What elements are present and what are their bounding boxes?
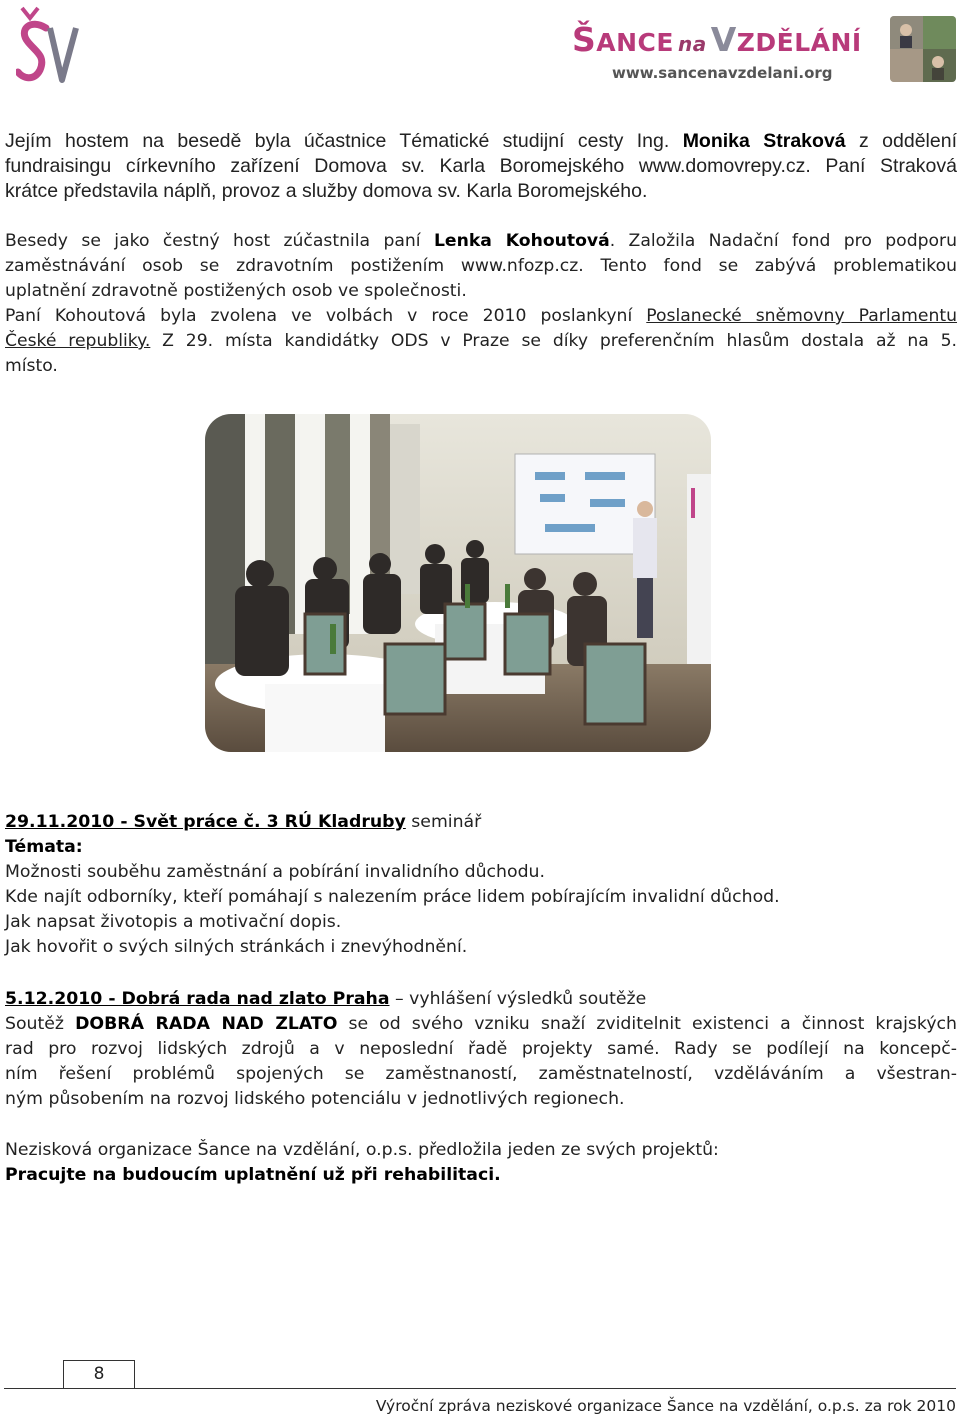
paragraph-guest-info <box>5 229 957 379</box>
seminar-photo <box>205 414 711 752</box>
section-competition <box>5 987 957 1112</box>
paragraph-line: ním řešení problémů spojených se zaměstnaností, zaměstnatelností, vzděláváním a všestran- <box>5 1064 957 1084</box>
footer-text: Výroční zpráva neziskové organizace Šance na vzdělání, o.p.s. za rok 2010 <box>375 1397 956 1415</box>
paragraph-line: uplatnění zdravotně postižených osob ve společnosti. <box>5 281 467 301</box>
brand-title: ŠANCE na VZDĚLÁNÍ <box>572 20 862 59</box>
topic-item: Jak napsat životopis a motivační dopis. <box>5 912 342 932</box>
page-number: 8 <box>93 1364 105 1384</box>
paragraph-line: ným působením na rozvoj lidského potenciálu v jednotlivých regionech. <box>5 1089 625 1109</box>
section-heading: 5.12.2010 - Dobrá rada nad zlato Praha – vyhlášení výsledků soutěže <box>5 989 647 1009</box>
section-heading: 29.11.2010 - Svět práce č. 3 RÚ Kladruby seminář <box>5 812 482 832</box>
paragraph-line: České republiky. Z 29. místa kandidátky ODS v Praze se díky preferenčním hlasům dostala až na 5. <box>5 331 957 351</box>
project-title: Pracujte na budoucím uplatnění už při rehabilitaci. <box>5 1165 501 1185</box>
paragraph-line: rad pro rozvoj lidských zdrojů a v neposlední řadě projekty samé. Rady se podílejí na koncepč- <box>5 1039 957 1059</box>
paragraph-line: krátce představila náplň, provoz a služby domova sv. Karla Boromejského. <box>5 180 648 202</box>
header-photo-collage <box>890 16 956 82</box>
paragraph-line: fundraisingu církevního zařízení Domova sv. Karla Boromejského www.domovrepy.cz. Paní Straková <box>5 155 957 177</box>
event-link[interactable]: 5.12.2010 - Dobrá rada nad zlato Praha <box>5 989 390 1009</box>
paragraph-host-info <box>5 129 957 204</box>
parliament-link[interactable]: Poslanecké sněmovny Parlamentu <box>646 306 958 326</box>
topic-item: Jak hovořit o svých silných stránkách i znevýhodnění. <box>5 937 468 957</box>
paragraph-line: Jejím hostem na besedě byla účastnice Tématické studijní cesty Ing. Monika Straková z oddělení <box>5 130 957 152</box>
paragraph-line: zaměstnávání osob se zdravotním postižením www.nfozp.cz. Tento fond se zabývá problematikou <box>5 256 957 276</box>
topic-item: Kde najít odborníky, kteří pomáhají s nalezením práce lidem pobírajícím invalidní důchod. <box>5 887 780 907</box>
topics-label: Témata: <box>5 837 83 857</box>
paragraph-line: Besedy se jako čestný host zúčastnila paní Lenka Kohoutová. Založila Nadační fond pro podporu <box>5 231 957 251</box>
paragraph-line: Paní Kohoutová byla zvolena ve volbách v roce 2010 poslankyní Poslanecké sněmovny Parlamentu <box>5 306 958 326</box>
brand-url: www.sancenavzdelani.org <box>612 64 833 82</box>
section-seminar <box>5 810 957 960</box>
paragraph-line: místo. <box>5 356 58 376</box>
event-link[interactable]: 29.11.2010 - Svět práce č. 3 RÚ Kladruby <box>5 812 406 832</box>
footer-divider <box>4 1388 956 1389</box>
topic-item: Možnosti souběhu zaměstnání a pobírání invalidního důchodu. <box>5 862 545 882</box>
paragraph-line: Soutěž DOBRÁ RADA NAD ZLATO se od svého vzniku snaží zviditelnit existenci a činnost krajských <box>5 1014 957 1034</box>
organization-logo <box>16 6 80 86</box>
section-project <box>5 1138 957 1188</box>
paragraph-line: Nezisková organizace Šance na vzdělání, o.p.s. předložila jeden ze svých projektů: <box>5 1140 719 1160</box>
parliament-link-cont[interactable]: České republiky. <box>5 331 151 351</box>
